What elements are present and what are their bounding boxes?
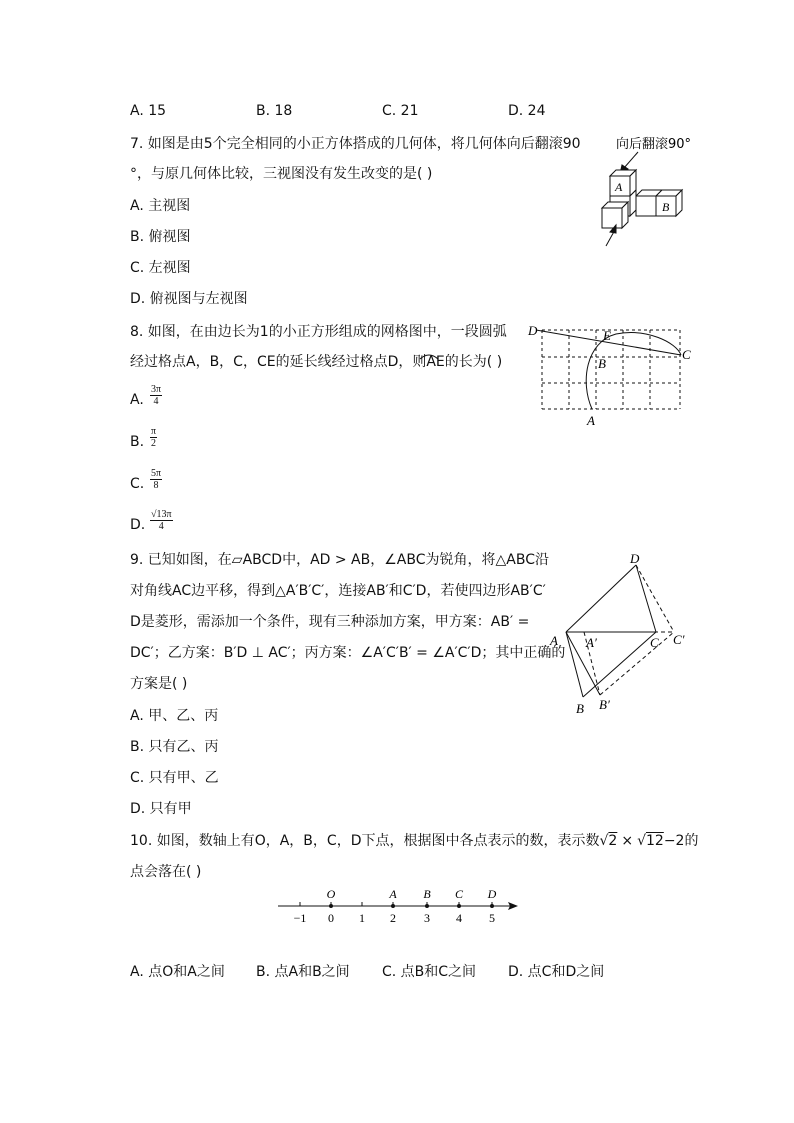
q7-figure-caption: 向后翻滚90° [616, 137, 692, 152]
q9-label-b: B [576, 701, 584, 716]
tick-label: −1 [293, 911, 307, 925]
q8-option-a-letter: A. [130, 392, 144, 408]
q8-option-d-num: √13π [151, 509, 172, 520]
q10-stem-line2: 点会落在( ) [130, 864, 202, 880]
point-label: O [326, 887, 336, 901]
q10-option-d: D. 点C和D之间 [508, 964, 605, 980]
q7-option-b: B. 俯视图 [130, 229, 191, 245]
q10-radicand-2: 12 [645, 833, 664, 849]
point-o [329, 904, 333, 908]
q8-option-a-fraction [150, 384, 162, 407]
q6-option-a: A. 15 [130, 103, 167, 119]
q9-stem-line1: 9. 已知如图，在▱ABCD中，AD > AB，∠ABC为锐角，将△ABC沿 [130, 552, 549, 568]
q6-option-b: B. 18 [256, 103, 293, 119]
q8-stem-line2: 经过格点A，B，C，CE的延长线经过格点D，则AE的长为( ) [130, 354, 503, 370]
sqrt-symbol-2: √ [637, 833, 646, 849]
tick-label: 2 [390, 911, 396, 925]
q10-option-b: B. 点A和B之间 [256, 964, 350, 980]
q6-option-c: C. 21 [382, 103, 419, 119]
q8-option-c-num: 5π [151, 468, 162, 479]
q8-option-b-num: π [151, 426, 157, 437]
tick-label: 4 [456, 911, 462, 925]
q9-option-c: C. 只有甲、乙 [130, 770, 219, 786]
point-label: B [423, 887, 431, 901]
q7-option-a: A. 主视图 [130, 198, 191, 214]
point-label: C [454, 887, 464, 901]
q9-label-d: D [630, 551, 640, 566]
q8-option-c-letter: C. [130, 476, 145, 492]
q8-option-b-fraction [150, 426, 157, 449]
q8-option-a-num: 3π [151, 384, 162, 395]
q9-stem-line4: DC′；乙方案：B′D ⊥ AC′；丙方案：∠A′C′B′ = ∠A′C′D；其中正确的 [130, 645, 566, 661]
point-label: D [487, 887, 497, 901]
q8-arc-mark [419, 346, 439, 354]
tick-label: 3 [424, 911, 430, 925]
q10-stem-text: 10. 如图，数轴上有O，A，B，C，D下点，根据图中各点表示的数，表示数 [130, 833, 600, 849]
q10-minus: −2的 [663, 833, 699, 849]
tick-label: 1 [359, 911, 365, 925]
point-b [425, 904, 429, 908]
tick-label: 0 [328, 911, 334, 925]
q8-stem-line1: 8. 如图，在由边长为1的小正方形组成的网格图中，一段圆弧 [130, 324, 507, 340]
q9-option-a: A. 甲、乙、丙 [130, 708, 219, 724]
q8-grid-figure [526, 322, 698, 430]
q9-label-a: A [550, 633, 558, 648]
q9-label-b-prime: B′ [599, 697, 610, 712]
q7-label-b: B [662, 200, 670, 214]
q10-number-line [272, 884, 522, 928]
tick-label: 5 [489, 911, 495, 925]
q9-label-c: C [650, 635, 659, 650]
point-a [391, 904, 395, 908]
q7-stem-line1: 7. 如图是由5个完全相同的小正方体搭成的几何体，将几何体向后翻滚90 [130, 136, 581, 152]
q7-option-d: D. 俯视图与左视图 [130, 291, 248, 307]
q7-option-c: C. 左视图 [130, 260, 191, 276]
sqrt-symbol-1: √ [599, 833, 609, 849]
q9-label-a-prime: A′ [586, 635, 597, 650]
q8-label-d: D [528, 323, 538, 338]
q8-option-c-fraction [150, 468, 162, 491]
point-d [490, 904, 494, 908]
q8-option-b-den: 2 [151, 438, 157, 449]
q8-option-d-den: 4 [158, 521, 164, 532]
point-c [457, 904, 461, 908]
q8-option-d-letter: D. [130, 517, 146, 533]
q9-label-c-prime: C′ [673, 632, 685, 647]
q9-stem-line3: D是菱形，需添加一个条件，现有三种添加方案，甲方案：AB′ = [130, 614, 530, 630]
q10-times: × [621, 833, 634, 849]
q10-option-a: A. 点O和A之间 [130, 964, 225, 980]
q8-label-c: C [682, 347, 691, 362]
q9-stem-line2: 对角线AC边平移，得到△A′B′C′，连接AB′和C′D，若使四边形AB′C′ [130, 583, 546, 599]
q8-label-b: B [598, 356, 606, 371]
q9-option-d: D. 只有甲 [130, 801, 192, 817]
q9-parallelogram-figure [546, 550, 696, 720]
q7-label-a: A [615, 180, 623, 194]
q9-stem-line5: 方案是( ) [130, 676, 188, 692]
q8-label-e: E [603, 328, 611, 343]
q8-option-a-den: 4 [153, 396, 159, 407]
q7-stem-line2: °，与原几何体比较，三视图没有发生改变的是( ) [130, 166, 433, 182]
q9-option-b: B. 只有乙、丙 [130, 739, 219, 755]
q8-option-c-den: 8 [153, 480, 159, 491]
point-label: A [389, 887, 397, 901]
q10-radicand-1: 2 [608, 833, 618, 849]
q6-option-d: D. 24 [508, 103, 546, 119]
q10-stem-line1 [130, 831, 698, 851]
q8-label-a: A [587, 413, 595, 428]
q8-option-d-fraction [150, 509, 173, 532]
q10-option-c: C. 点B和C之间 [382, 964, 477, 980]
q8-option-b-letter: B. [130, 434, 145, 450]
q7-cube-figure [596, 132, 696, 252]
